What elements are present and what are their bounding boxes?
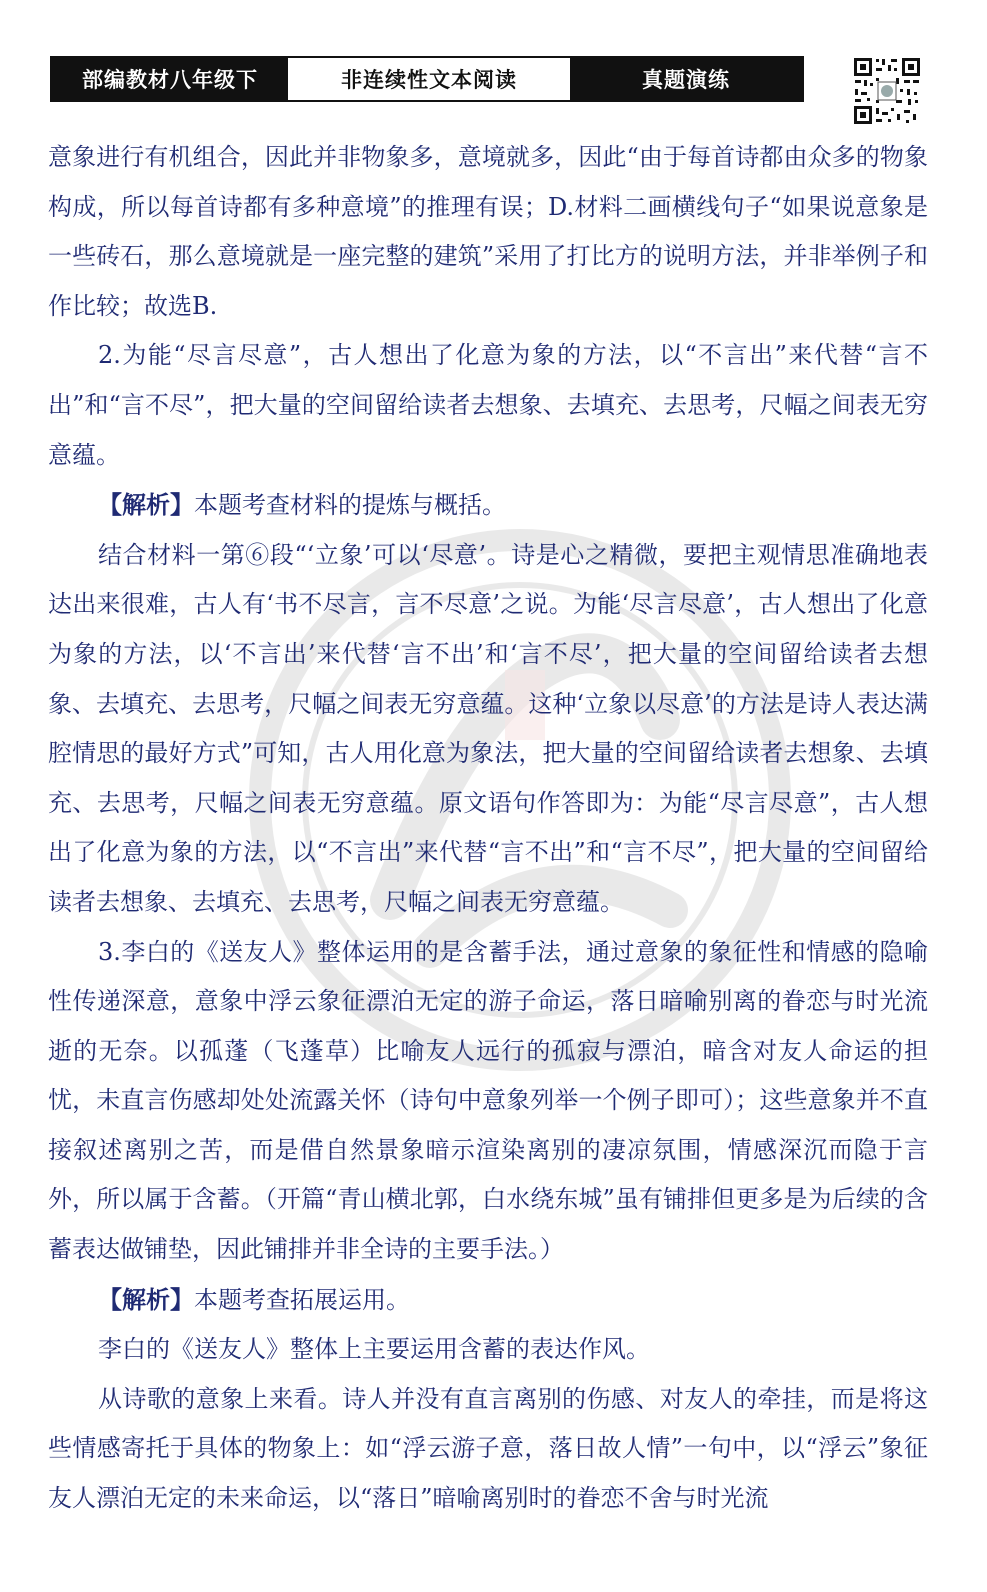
- header-section-label: 真题演练: [570, 58, 802, 100]
- analysis-3-summary: 李白的《送友人》整体上主要运用含蓄的表达作风。: [98, 1335, 650, 1364]
- analysis-tag: 【解析】: [98, 1284, 194, 1314]
- page-header: [50, 56, 804, 102]
- answer-content: [48, 133, 928, 1524]
- analysis-text: 本题考查材料的提炼与概括。: [194, 491, 506, 520]
- analysis-3: [48, 1275, 928, 1326]
- analysis-text: 本题考查拓展运用。: [194, 1285, 410, 1314]
- header-grade-label: 部编教材八年级下: [52, 58, 288, 100]
- analysis-tag: 【解析】: [98, 490, 194, 520]
- qr-code-icon: [852, 56, 922, 126]
- paragraph-1: 意象进行有机组合，因此并非物象多，意境就多，因此“由于每首诗都由众多的物象构成，所以每首诗都有多种意境”的推理有误；D.材料二画横线句子“如果说意象是一些砖石，那么意境就是一座完整的建筑”采用了打比方的说明方法，并非举例子和作比较；故选B.: [48, 143, 928, 320]
- analysis-3-detail: 从诗歌的意象上来看。诗人并没有直言离别的伤感、对友人的牵挂，而是将这些情感寄托于具体的物象上：如“浮云游子意，落日故人情”一句中，以“浮云”象征友人漂泊无定的未来命运，以“落日”暗喻离别时的眷恋不舍与时光流: [48, 1384, 928, 1513]
- analysis-2: [48, 480, 928, 531]
- header-topic-label: 非连续性文本阅读: [288, 58, 570, 100]
- answer-2: 2.为能“尽言尽意”，古人想出了化意为象的方法，以“不言出”来代替“言不出”和“言不尽”，把大量的空间留给读者去想象、去填充、去思考，尺幅之间表无穷意蕴。: [48, 341, 928, 469]
- answer-3: 3.李白的《送友人》整体运用的是含蓄手法，通过意象的象征性和情感的隐喻性传递深意，意象中浮云象征漂泊无定的游子命运，落日暗喻别离的眷恋与时光流逝的无奈。以孤蓬（飞蓬草）比喻友人远行的孤寂与漂泊，暗含对友人命运的担忧，未直言伤感却处处流露关怀（诗句中意象列举一个例子即可）；这些意象并不直接叙述离别之苦，而是借自然景象暗示渲染离别的凄凉氛围，情感深沉而隐于言外，所以属于含蓄。（开篇“青山横北郭，白水绕东城”虽有铺排但更多是为后续的含蓄表达做铺垫，因此铺排并非全诗的主要手法。）: [48, 937, 928, 1264]
- analysis-2-detail: 结合材料一第⑥段“‘立象’可以‘尽意’。诗是心之精微，要把主观情思准确地表达出来很难，古人有‘书不尽言，言不尽意’之说。为能‘尽言尽意’，古人想出了化意为象的方法，以‘不言出’来代替‘言不出’和‘言不尽’，把大量的空间留给读者去想象、去填充、去思考，尺幅之间表无穷意蕴。这种‘立象以尽意’的方法是诗人表达满腔情思的最好方式”可知，古人用化意为象法，把大量的空间留给读者去想象、去填充、去思考，尺幅之间表无穷意蕴。原文语句作答即为：为能“尽言尽意”，古人想出了化意为象的方法，以“不言出”来代替“言不出”和“言不尽”，把大量的空间留给读者去想象、去填充、去思考，尺幅之间表无穷意蕴。: [48, 540, 928, 916]
